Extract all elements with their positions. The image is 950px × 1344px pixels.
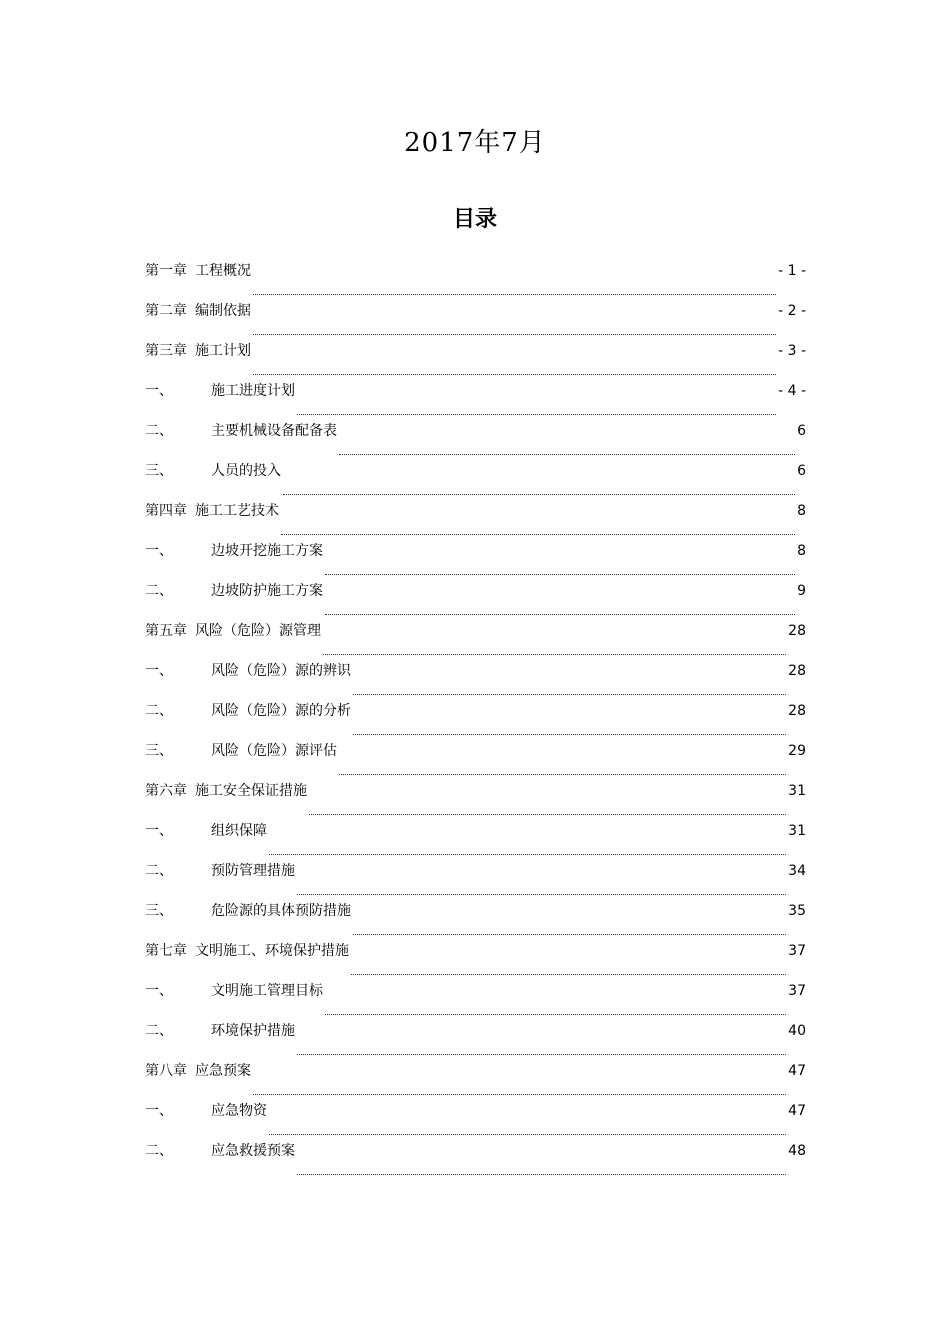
toc-dot-leader (353, 733, 786, 735)
toc-dot-leader (297, 1053, 786, 1055)
toc-entry-number: 二、 (145, 863, 173, 879)
toc-dot-leader (253, 373, 776, 375)
toc-section-entry[interactable] (145, 980, 806, 1020)
toc-section-entry[interactable] (145, 460, 806, 500)
toc-page-number: 8 (797, 543, 806, 559)
toc-page-number: 6 (797, 463, 806, 479)
toc-entry-number: 一、 (145, 1103, 173, 1119)
toc-chapter-entry[interactable] (145, 500, 806, 540)
toc-entry-number: 一、 (145, 543, 173, 559)
toc-entry-label: 组织保障 (211, 823, 267, 839)
toc-section-entry[interactable] (145, 740, 806, 780)
toc-entry-number: 第三章 (145, 343, 187, 359)
toc-page-number: 28 (788, 623, 806, 639)
toc-section-entry[interactable] (145, 820, 806, 860)
toc-entry-label: 人员的投入 (211, 463, 281, 479)
toc-dot-leader (325, 613, 795, 615)
toc-entry-number: 一、 (145, 983, 173, 999)
toc-page-number: 47 (788, 1103, 806, 1119)
toc-entry-label: 风险（危险）源管理 (195, 623, 321, 639)
toc-dot-leader (351, 973, 786, 975)
toc-entry-number: 一、 (145, 383, 173, 399)
toc-dot-leader (297, 1173, 786, 1175)
toc-dot-leader (325, 1013, 786, 1015)
toc-entry-number: 三、 (145, 463, 173, 479)
toc-dot-leader (325, 573, 795, 575)
toc-page-number: - 3 - (778, 343, 806, 359)
toc-dot-leader (253, 1093, 786, 1095)
toc-entry-number: 一、 (145, 663, 173, 679)
document-date: 2017年7月 (404, 128, 546, 158)
toc-entry-label: 编制依据 (195, 303, 251, 319)
toc-dot-leader (323, 653, 786, 655)
toc-chapter-entry[interactable] (145, 620, 806, 660)
toc-page-number: 48 (788, 1143, 806, 1159)
toc-page-number: 28 (788, 703, 806, 719)
toc-entry-label: 施工工艺技术 (195, 503, 279, 519)
toc-entry-number: 三、 (145, 743, 173, 759)
toc-section-entry[interactable] (145, 540, 806, 580)
toc-section-entry[interactable] (145, 700, 806, 740)
toc-entry-label: 施工安全保证措施 (195, 783, 307, 799)
toc-page-number: 8 (797, 503, 806, 519)
toc-page-number: - 4 - (778, 383, 806, 399)
toc-dot-leader (253, 293, 776, 295)
toc-title: 目录 (452, 207, 497, 232)
toc-page-number: - 2 - (778, 303, 806, 319)
toc-entry-number: 二、 (145, 583, 173, 599)
toc-entry-label: 应急救援预案 (211, 1143, 295, 1159)
toc-page-number: - 1 - (778, 263, 806, 279)
toc-entry-number: 二、 (145, 703, 173, 719)
toc-entry-label: 环境保护措施 (211, 1023, 295, 1039)
toc-entry-label: 危险源的具体预防措施 (211, 903, 351, 919)
toc-dot-leader (297, 413, 776, 415)
toc-dot-leader (353, 693, 786, 695)
toc-section-entry[interactable] (145, 1140, 806, 1180)
toc-entry-number: 第四章 (145, 503, 187, 519)
toc-entry-label: 文明施工、环境保护措施 (195, 943, 349, 959)
toc-dot-leader (339, 453, 795, 455)
toc-page-number: 37 (788, 983, 806, 999)
toc-entry-label: 预防管理措施 (211, 863, 295, 879)
toc-entry-label: 施工计划 (195, 343, 251, 359)
toc-section-entry[interactable] (145, 380, 806, 420)
toc-dot-leader (269, 1133, 786, 1135)
toc-section-entry[interactable] (145, 900, 806, 940)
toc-page-number: 28 (788, 663, 806, 679)
toc-dot-leader (253, 333, 776, 335)
toc-section-entry[interactable] (145, 1100, 806, 1140)
toc-entry-number: 第二章 (145, 303, 187, 319)
toc-dot-leader (269, 853, 786, 855)
toc-chapter-entry[interactable] (145, 780, 806, 820)
toc-page-number: 6 (797, 423, 806, 439)
toc-page-number: 40 (788, 1023, 806, 1039)
toc-entry-label: 风险（危险）源的辨识 (211, 663, 351, 679)
toc-chapter-entry[interactable] (145, 1060, 806, 1100)
toc-entry-number: 二、 (145, 423, 173, 439)
toc-entry-number: 三、 (145, 903, 173, 919)
toc-entry-label: 主要机械设备配备表 (211, 423, 337, 439)
toc-page-number: 47 (788, 1063, 806, 1079)
toc-entry-label: 风险（危险）源评估 (211, 743, 337, 759)
toc-page-number: 31 (788, 823, 806, 839)
toc-chapter-entry[interactable] (145, 260, 806, 300)
toc-dot-leader (353, 933, 786, 935)
toc-entry-number: 一、 (145, 823, 173, 839)
toc-entry-number: 二、 (145, 1143, 173, 1159)
toc-dot-leader (281, 533, 795, 535)
toc-page-number: 35 (788, 903, 806, 919)
toc-page-number: 29 (788, 743, 806, 759)
toc-section-entry[interactable] (145, 860, 806, 900)
toc-section-entry[interactable] (145, 660, 806, 700)
toc-page-number: 9 (797, 583, 806, 599)
toc-entry-label: 应急预案 (195, 1063, 251, 1079)
toc-entry-label: 边坡防护施工方案 (211, 583, 323, 599)
toc-page-number: 34 (788, 863, 806, 879)
toc-page-number: 31 (788, 783, 806, 799)
toc-entry-label: 风险（危险）源的分析 (211, 703, 351, 719)
toc-section-entry[interactable] (145, 420, 806, 460)
toc-entry-number: 第六章 (145, 783, 187, 799)
toc-dot-leader (309, 813, 786, 815)
toc-entry-label: 文明施工管理目标 (211, 983, 323, 999)
toc-entry-number: 第五章 (145, 623, 187, 639)
toc-entry-number: 第八章 (145, 1063, 187, 1079)
toc-chapter-entry[interactable] (145, 340, 806, 380)
toc-entry-number: 二、 (145, 1023, 173, 1039)
toc-dot-leader (297, 893, 786, 895)
toc-section-entry[interactable] (145, 580, 806, 620)
toc-section-entry[interactable] (145, 1020, 806, 1060)
toc-entry-label: 边坡开挖施工方案 (211, 543, 323, 559)
toc-entry-number: 第七章 (145, 943, 187, 959)
toc-chapter-entry[interactable] (145, 300, 806, 340)
toc-chapter-entry[interactable] (145, 940, 806, 980)
toc-entry-label: 工程概况 (195, 263, 251, 279)
toc-page-number: 37 (788, 943, 806, 959)
toc-dot-leader (283, 493, 795, 495)
toc-entry-number: 第一章 (145, 263, 187, 279)
table-of-contents (145, 260, 806, 1180)
toc-entry-label: 应急物资 (211, 1103, 267, 1119)
toc-dot-leader (339, 773, 786, 775)
toc-entry-label: 施工进度计划 (211, 383, 295, 399)
